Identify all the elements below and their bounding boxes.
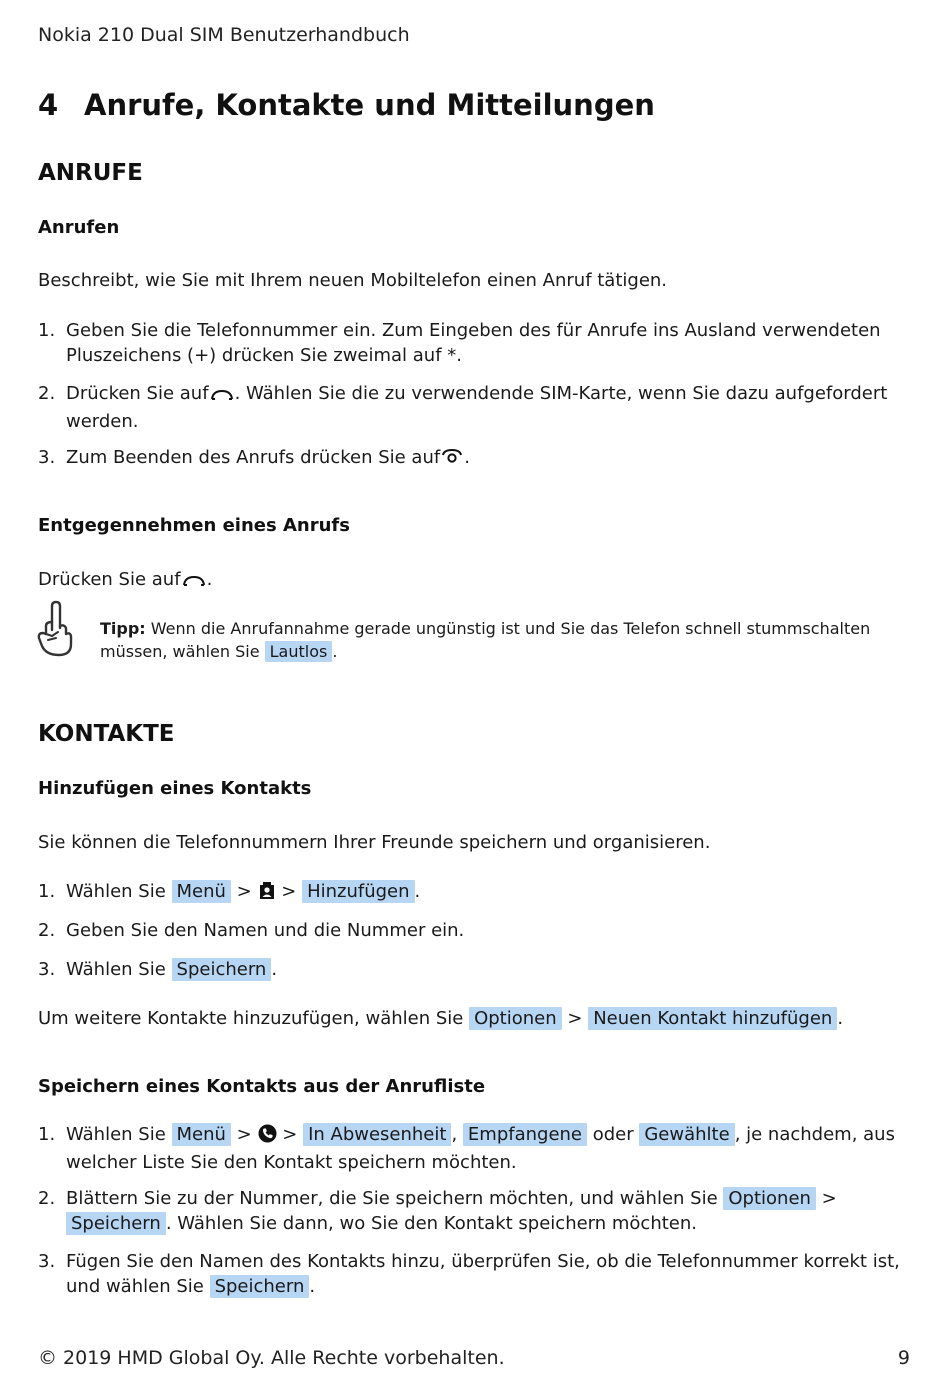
list-number: 2. <box>38 920 56 941</box>
paragraph-answer-call <box>38 567 918 596</box>
list-item <box>38 1186 913 1236</box>
list-item <box>38 318 913 368</box>
subheading-make-call: Anrufen <box>38 217 120 238</box>
text-fragment: oder <box>587 1124 640 1145</box>
menu-term-gewaehlte: Gewählte <box>639 1123 734 1146</box>
path-separator: > <box>567 1008 583 1029</box>
chapter-title <box>38 88 655 122</box>
text-fragment: . <box>332 642 338 661</box>
subheading-save-from-log: Speichern eines Kontakts aus der Anrufliste <box>38 1076 486 1097</box>
menu-term-in-abwesenheit: In Abwesenheit <box>303 1123 451 1146</box>
text-fragment: . Wählen Sie dann, wo Sie den Kontakt speichern möchten. <box>165 1213 697 1234</box>
list-item-text <box>66 1186 913 1236</box>
list-item <box>38 957 913 982</box>
text-fragment: Drücken Sie auf <box>66 383 209 404</box>
chapter-title-text: Anrufe, Kontakte und Mitteilungen <box>84 88 655 122</box>
contacts-icon <box>258 882 276 907</box>
list-item-text <box>66 445 913 473</box>
menu-term-speichern: Speichern <box>210 1275 310 1298</box>
section-heading-calls: ANRUFE <box>38 160 143 186</box>
path-separator: > <box>236 1124 252 1145</box>
path-separator: > <box>236 881 252 902</box>
list-item <box>38 918 913 943</box>
text-fragment: . Wählen Sie die zu verwendende SIM-Karte, wenn Sie dazu aufgefordert werden. <box>66 383 888 432</box>
menu-term-optionen: Optionen <box>723 1187 816 1210</box>
subheading-add-contact: Hinzufügen eines Kontakts <box>38 778 312 799</box>
text-fragment: . <box>414 881 421 902</box>
text-fragment: Um weitere Kontakte hinzuzufügen, wählen Sie <box>38 1008 470 1029</box>
list-item-text <box>66 1122 913 1175</box>
menu-term-neuen-kontakt: Neuen Kontakt hinzufügen <box>588 1007 837 1030</box>
menu-term-menu: Menü <box>172 880 231 903</box>
list-item <box>38 1122 913 1175</box>
list-item <box>38 1249 913 1299</box>
text-fragment: Wählen Sie <box>66 1124 172 1145</box>
list-item <box>38 879 913 907</box>
text-fragment: . <box>464 447 470 468</box>
text-fragment: Blättern Sie zu der Nummer, die Sie speichern möchten, und wählen Sie <box>66 1188 724 1209</box>
text-fragment: . <box>309 1276 316 1297</box>
list-number: 2. <box>38 1188 56 1209</box>
path-separator: > <box>282 1124 298 1145</box>
list-item <box>38 445 913 473</box>
phone-icon <box>258 1124 277 1150</box>
text-fragment: Fügen Sie den Namen des Kontakts hinzu, überprüfen Sie, ob die Telefonnummer korrekt ist, und wählen Sie <box>66 1251 900 1297</box>
text-fragment: Wählen Sie <box>66 959 172 980</box>
footer-copyright: © 2019 HMD Global Oy. Alle Rechte vorbehalten. <box>38 1347 505 1369</box>
list-item-text <box>66 957 913 982</box>
chapter-number: 4 <box>38 88 59 122</box>
text-fragment: . <box>271 959 278 980</box>
paragraph-add-contact-intro: Sie können die Telefonnummern Ihrer Freunde speichern und organisieren. <box>38 832 711 853</box>
text-fragment: Drücken Sie auf <box>38 569 181 590</box>
subheading-answer-call: Entgegennehmen eines Anrufs <box>38 515 350 536</box>
menu-term-hinzufuegen: Hinzufügen <box>302 880 414 903</box>
list-number: 2. <box>38 383 56 404</box>
list-item-text <box>66 1249 913 1299</box>
hand-pointer-icon <box>36 600 76 662</box>
paragraph-add-more-contacts <box>38 1006 918 1032</box>
menu-term-optionen: Optionen <box>469 1007 562 1030</box>
menu-term-speichern: Speichern <box>172 958 272 981</box>
list-number: 1. <box>38 881 56 902</box>
menu-term-empfangene: Empfangene <box>463 1123 587 1146</box>
page-number: 9 <box>897 1347 910 1369</box>
list-number: 3. <box>38 1251 56 1272</box>
text-fragment: , <box>451 1124 458 1145</box>
call-key-icon <box>181 570 207 596</box>
section-heading-contacts: KONTAKTE <box>38 721 175 747</box>
list-item-text <box>66 381 913 434</box>
list-number: 1. <box>38 320 56 341</box>
list-number: 3. <box>38 447 56 468</box>
running-header: Nokia 210 Dual SIM Benutzerhandbuch <box>38 24 410 46</box>
paragraph-make-call-intro: Beschreibt, wie Sie mit Ihrem neuen Mobiltelefon einen Anruf tätigen. <box>38 270 668 291</box>
text-fragment: , je nachdem, aus welcher Liste Sie den Kontakt speichern möchten. <box>66 1124 895 1173</box>
list-item-text: Geben Sie die Telefonnummer ein. Zum Eingeben des für Anrufe ins Ausland verwendeten Pluszeichens (+) drücken Sie zweimal auf *. <box>66 320 881 366</box>
call-key-icon <box>209 384 235 409</box>
menu-term-menu: Menü <box>172 1123 231 1146</box>
text-fragment: . <box>206 569 213 590</box>
tip-note <box>100 617 880 663</box>
text-fragment: . <box>837 1008 844 1029</box>
path-separator: > <box>821 1188 837 1209</box>
path-separator: > <box>281 881 297 902</box>
list-item-text <box>66 879 913 907</box>
text-fragment: Zum Beenden des Anrufs drücken Sie auf <box>66 447 441 468</box>
list-number: 1. <box>38 1124 56 1145</box>
text-fragment: Wenn die Anrufannahme gerade ungünstig ist und Sie das Telefon schnell stummschalten müssen, wählen Sie <box>100 619 871 661</box>
menu-term-speichern: Speichern <box>66 1212 166 1235</box>
list-number: 3. <box>38 959 56 980</box>
tip-label: Tipp: <box>100 619 146 638</box>
list-item <box>38 381 913 434</box>
menu-term-lautlos: Lautlos <box>265 641 333 662</box>
end-key-icon <box>440 448 464 473</box>
text-fragment: Wählen Sie <box>66 881 172 902</box>
list-item-text: Geben Sie den Namen und die Nummer ein. <box>66 920 465 941</box>
